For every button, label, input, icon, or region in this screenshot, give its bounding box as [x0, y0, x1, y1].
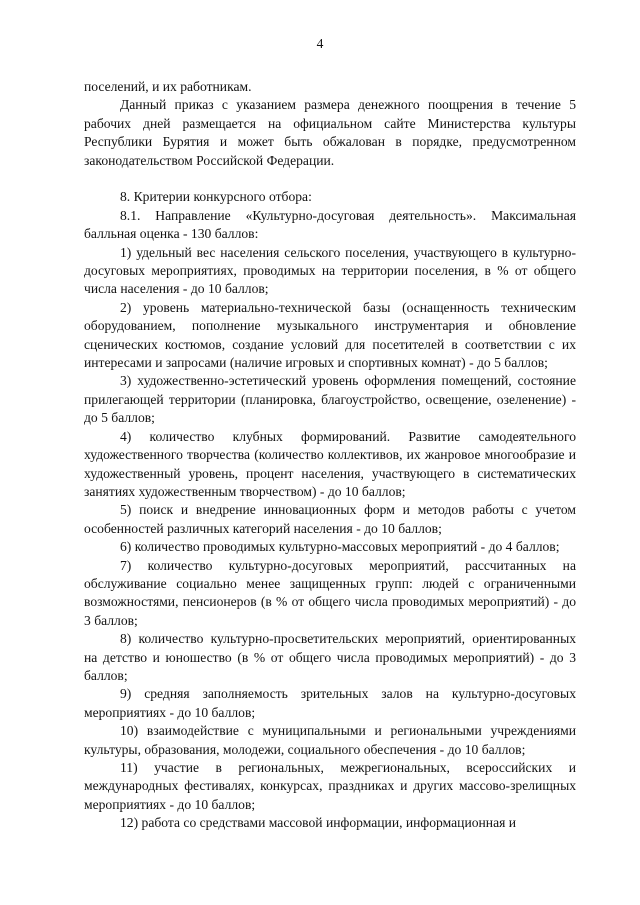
criterion-12: 12) работа со средствами массовой информации, информационная и [120, 815, 517, 831]
body-text [84, 78, 576, 833]
criterion-7: 7) количество культурно-досуговых мероприятий, рассчитанных на обслуживание социально менее защищенных групп: людей с ограниченными возможностями, пенсионеров (в % от общего числа проводимых мероприятий) - до 3 баллов; [84, 557, 576, 628]
criterion-2: 2) уровень материально-технической базы (оснащенность техническим оборудованием, пополнение музыкального инструментария и обновление сценических костюмов, создание условий для посетителей в соответствии с их интересами и запросами (наличие игровых и спортивных комнат) - до 5 баллов; [84, 299, 576, 371]
paragraph-gap [84, 170, 576, 188]
criterion-5: 5) поиск и внедрение инновационных форм и методов работы с учетом особенностей различных категорий населения - до 10 баллов; [84, 502, 576, 536]
paragraph-order-publication: Данный приказ с указанием размера денежного поощрения в течение 5 рабочих дней размещается на официальном сайте Министерства культуры Республики Бурятия и может быть обжалован в порядке, предусмотренном законодательством Российской Федерации. [84, 97, 576, 168]
criterion-8: 8) количество культурно-просветительских мероприятий, ориентированных на детство и юношество (в % от общего числа проводимых мероприятий) - до 3 баллов; [84, 631, 576, 683]
criterion-10: 10) взаимодействие с муниципальными и региональными учреждениями культуры, образования, молодежи, социального обеспечения - до 10 баллов; [84, 723, 576, 757]
criterion-4: 4) количество клубных формирований. Развитие самодеятельного художественного творчества (количество коллективов, их жанровое многообразие и художественный уровень, процент населения, участвующего в систематических занятиях художественным творчеством) - до 10 баллов; [84, 428, 576, 499]
criterion-11: 11) участие в региональных, межрегиональных, всероссийских и международных фестивалях, конкурсах, праздниках и других массово-зрелищных мероприятиях - до 10 баллов; [84, 760, 576, 812]
section-heading-criteria: 8. Критерии конкурсного отбора: [120, 189, 312, 205]
page-number: 4 [316, 36, 324, 51]
criterion-1: 1) удельный вес населения сельского поселения, участвующего в культурно-досуговых мероприятиях, проводимых на территории поселения, в % от общего числа населения - до 10 баллов; [84, 244, 576, 297]
criterion-6: 6) количество проводимых культурно-массовых мероприятий - до 4 баллов; [120, 539, 560, 555]
paragraph-continuation: поселений, и их работникам. [84, 79, 252, 94]
subsection-8-1: 8.1. Направление «Культурно-досуговая деятельность». Максимальная балльная оценка - 130 баллов: [84, 207, 576, 242]
criterion-3: 3) художественно-эстетический уровень оформления помещений, состояние прилегающей территории (планировка, благоустройство, освещение, озеленение) - до 5 баллов; [84, 373, 576, 426]
criterion-9: 9) средняя заполняемость зрительных залов на культурно-досуговых мероприятиях - до 10 баллов; [84, 686, 576, 720]
